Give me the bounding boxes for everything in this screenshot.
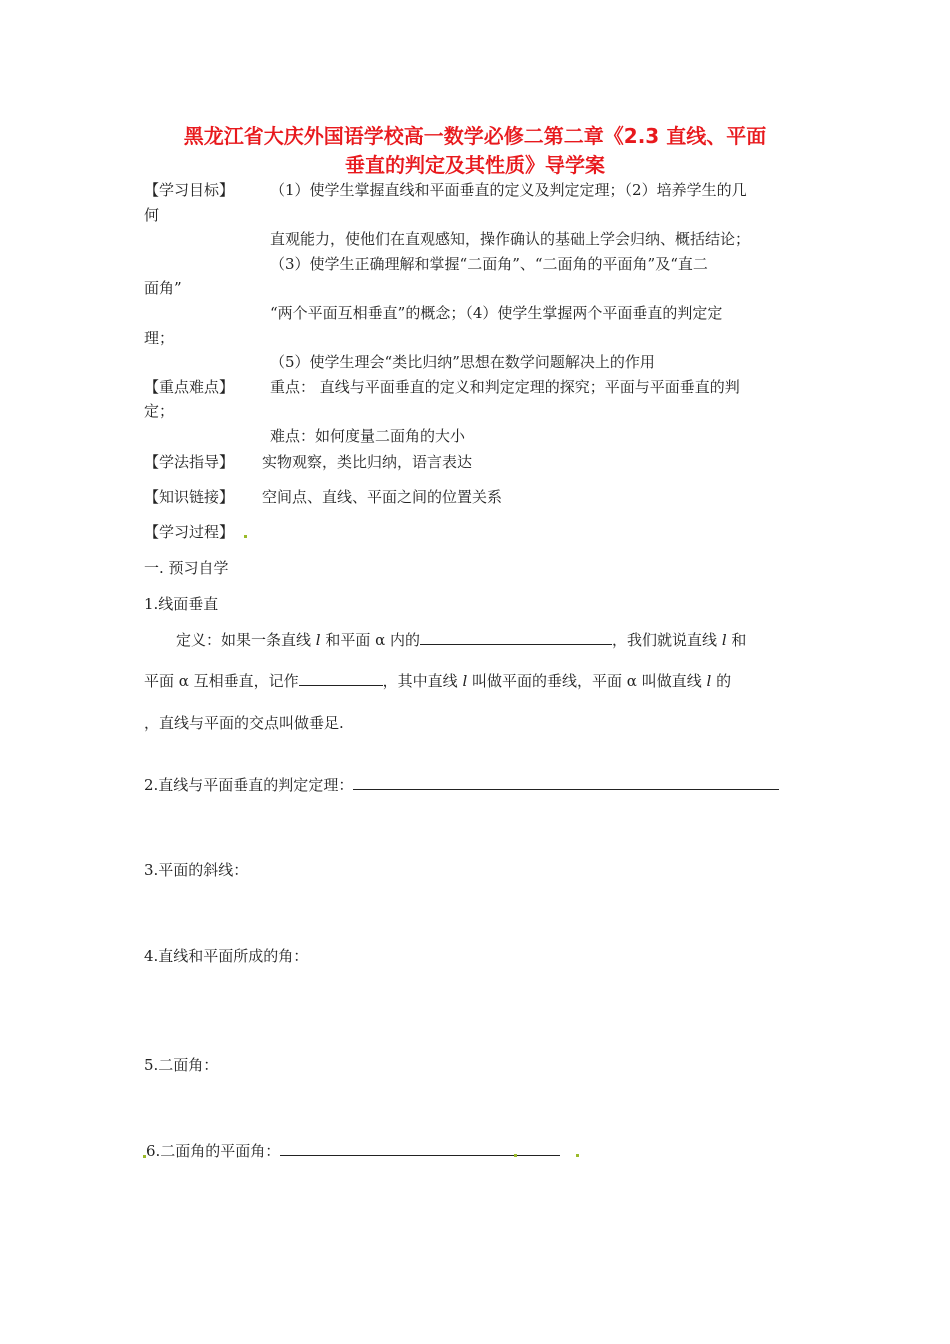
definition-text-h: 的 xyxy=(711,672,732,690)
objectives-line-3: （3）使学生正确理解和掌握“二面角”、“二面角的平面角”及“直二 xyxy=(270,255,708,273)
definition-text-d: 和 xyxy=(726,631,747,649)
objectives-line-4: “两个平面互相垂直”的概念；（4）使学生掌握两个平面垂直的判定定 xyxy=(270,304,723,322)
objectives-line-5: （5）使学生理会“类比归纳”思想在数学问题解决上的作用 xyxy=(270,353,655,371)
blank-notation[interactable] xyxy=(299,671,383,686)
objectives-line-1: （1）使学生掌握直线和平面垂直的定义及判定定理；（2）培养学生的几 xyxy=(270,181,747,199)
objectives-label: 【学习目标】 xyxy=(144,181,235,199)
item-6-heading: 6.二面角的平面角： xyxy=(146,1142,281,1160)
item-2-line xyxy=(144,775,779,795)
definition-text-e: 平面 α 互相垂直，记作 xyxy=(144,672,299,690)
blank-plane-angle[interactable] xyxy=(280,1141,560,1156)
method-label: 【学法指导】 xyxy=(144,453,235,471)
objectives-line-4b: 理； xyxy=(144,329,175,347)
definition-text-f: ，其中直线 xyxy=(382,672,463,690)
process-label: 【学习过程】 xyxy=(144,523,235,541)
key-points-line-2: 难点：如何度量二面角的大小 xyxy=(270,427,466,445)
item-2-heading: 2.直线与平面垂直的判定定理： xyxy=(144,776,354,794)
title-line-1: 黑龙江省大庆外国语学校高一数学必修二第二章《2.3 直线、平面 xyxy=(183,124,767,148)
links-label: 【知识链接】 xyxy=(144,488,235,506)
blank-theorem[interactable] xyxy=(353,775,779,790)
objectives-line-3b: 面角” xyxy=(144,279,182,297)
var-l: l xyxy=(721,631,727,649)
title-line-2: 垂直的判定及其性质》导学案 xyxy=(345,153,605,177)
var-l: l xyxy=(315,631,321,649)
definition-text-g: 叫做平面的垂线，平面 α 叫做直线 xyxy=(467,672,707,690)
stray-mark xyxy=(244,535,247,538)
item-3-heading: 3.平面的斜线： xyxy=(144,861,249,879)
item-4-heading: 4.直线和平面所成的角： xyxy=(144,947,309,965)
item-1-heading: 1.线面垂直 xyxy=(144,595,219,613)
key-points-label: 【重点难点】 xyxy=(144,378,235,396)
stray-mark xyxy=(514,1154,517,1157)
item-5-heading: 5.二面角： xyxy=(144,1056,219,1074)
definition-line-3: ，直线与平面的交点叫做垂足. xyxy=(144,714,344,732)
definition-text-a: 定义：如果一条直线 xyxy=(176,631,316,649)
var-l: l xyxy=(462,672,468,690)
key-points-line-1b: 定； xyxy=(144,402,175,420)
method-text: 实物观察，类比归纳，语言表达 xyxy=(262,453,473,471)
stray-mark xyxy=(576,1154,579,1157)
objectives-line-2: 直观能力，使他们在直观感知，操作确认的基础上学会归纳、概括结论； xyxy=(270,230,751,248)
var-l: l xyxy=(706,672,712,690)
definition-text-b: 和平面 α 内的 xyxy=(320,631,421,649)
section-1-heading: 一. 预习自学 xyxy=(144,559,229,577)
key-points-line-1: 重点： 直线与平面垂直的定义和判定定理的探究；平面与平面垂直的判 xyxy=(270,378,740,396)
definition-text-c: ，我们就说直线 xyxy=(612,631,722,649)
links-text: 空间点、直线、平面之间的位置关系 xyxy=(262,488,503,506)
definition-line-2 xyxy=(144,671,731,691)
definition-line-1 xyxy=(176,630,746,650)
item-6-line xyxy=(146,1141,560,1161)
objectives-line-1b: 何 xyxy=(144,206,160,224)
blank-definition[interactable] xyxy=(420,630,612,645)
